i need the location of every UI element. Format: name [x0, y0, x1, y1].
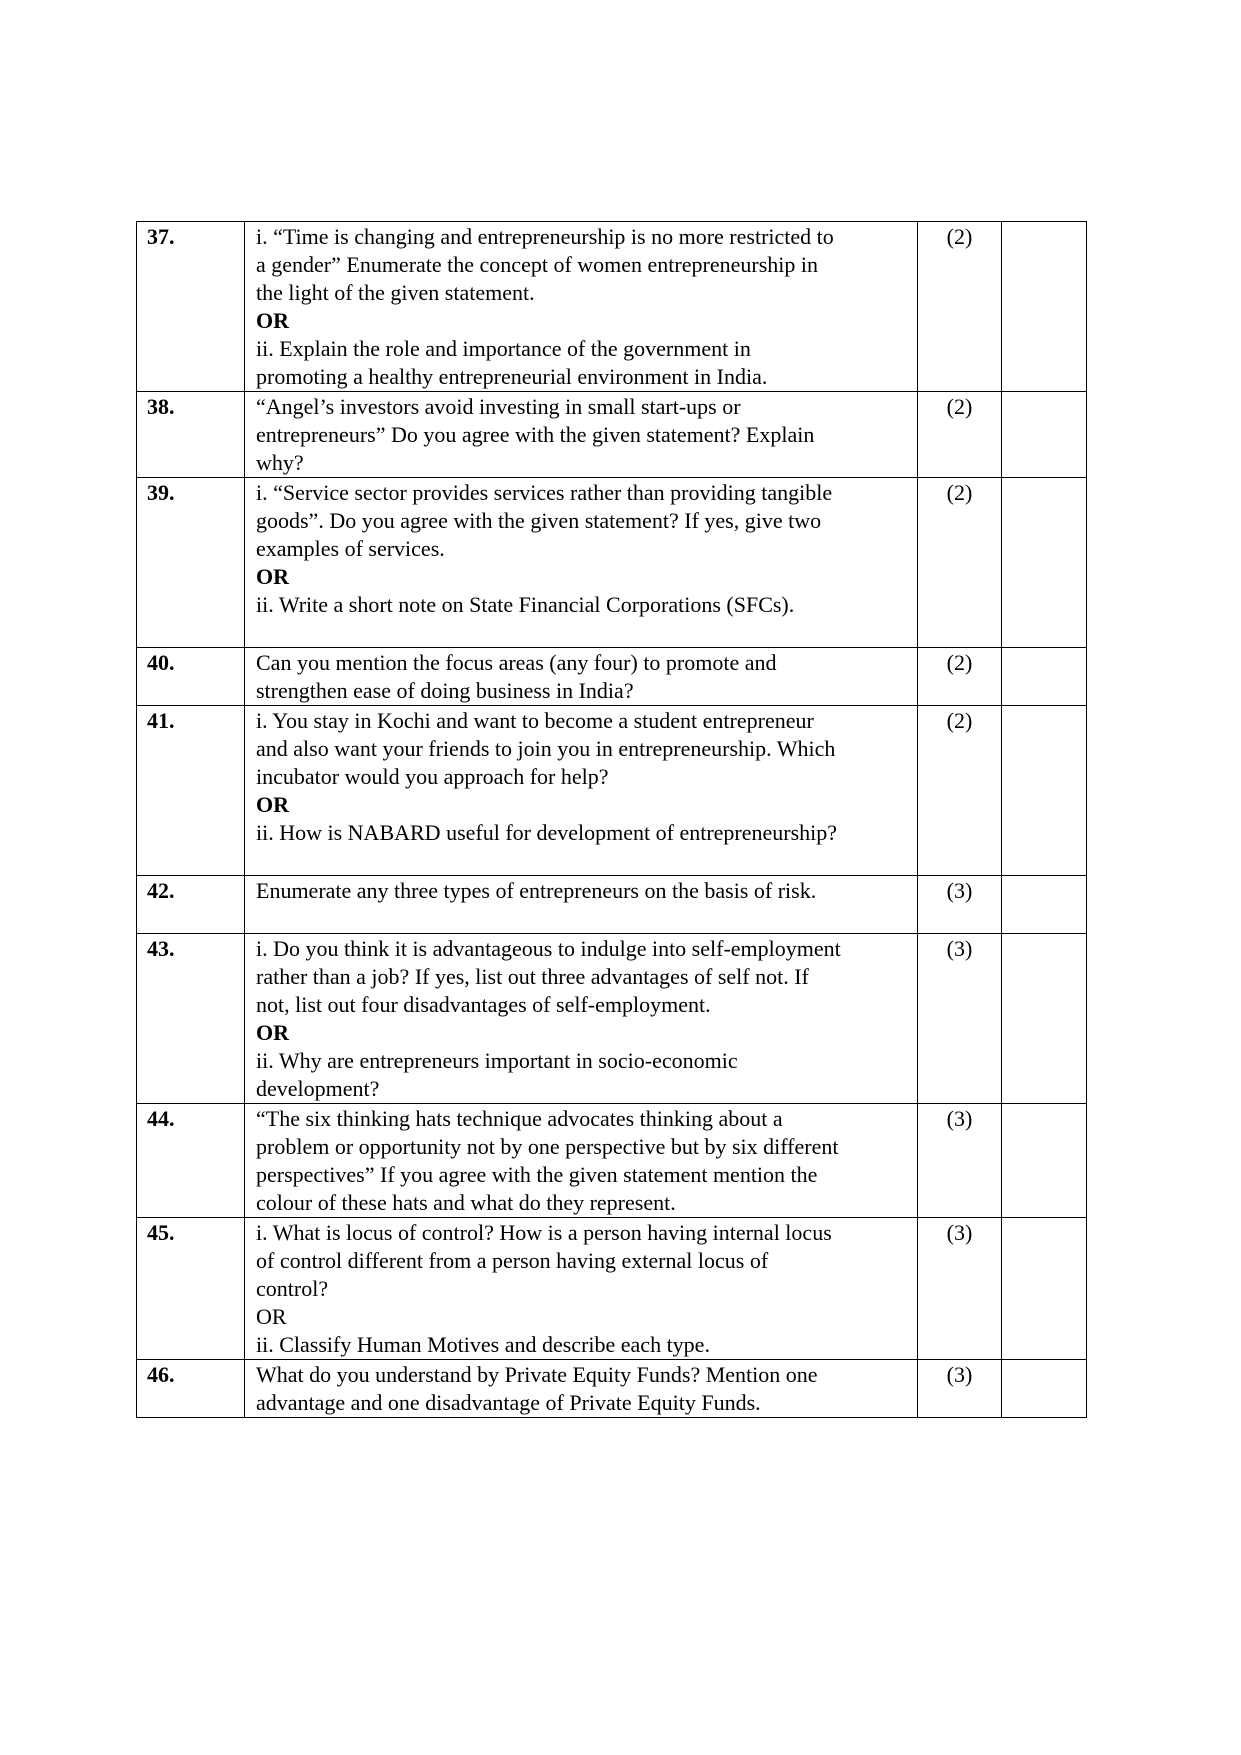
- or-separator: OR: [256, 792, 289, 817]
- marks-cell: (2): [918, 706, 1002, 876]
- question-row: [137, 392, 1087, 478]
- question-line: a gender” Enumerate the concept of women entrepreneurship in: [256, 252, 818, 277]
- marks-cell: (2): [918, 392, 1002, 478]
- empty-cell: [1002, 222, 1087, 392]
- question-number: 46.: [137, 1360, 245, 1418]
- empty-cell: [1002, 478, 1087, 648]
- question-line: Enumerate any three types of entrepreneurs on the basis of risk.: [256, 878, 817, 903]
- question-line: i. What is locus of control? How is a person having internal locus: [256, 1220, 832, 1245]
- question-text: [245, 876, 918, 934]
- or-separator: OR: [256, 308, 289, 333]
- empty-cell: [1002, 1218, 1087, 1360]
- question-row: [137, 1360, 1087, 1418]
- question-line: incubator would you approach for help?: [256, 764, 609, 789]
- question-text: [245, 478, 918, 648]
- question-line: control?: [256, 1276, 329, 1301]
- question-text: [245, 648, 918, 706]
- or-separator: OR: [256, 564, 289, 589]
- empty-cell: [1002, 1360, 1087, 1418]
- empty-cell: [1002, 392, 1087, 478]
- question-text: [245, 1360, 918, 1418]
- question-row: [137, 706, 1087, 876]
- empty-cell: [1002, 934, 1087, 1104]
- question-row: [137, 648, 1087, 706]
- question-line: not, list out four disadvantages of self-employment.: [256, 992, 711, 1017]
- empty-cell: [1002, 648, 1087, 706]
- question-line: the light of the given statement.: [256, 280, 535, 305]
- question-line: i. You stay in Kochi and want to become a student entrepreneur: [256, 708, 814, 733]
- question-line: examples of services.: [256, 536, 445, 561]
- marks-cell: (3): [918, 1218, 1002, 1360]
- question-row: [137, 1218, 1087, 1360]
- marks-cell: (3): [918, 876, 1002, 934]
- question-line: ii. Classify Human Motives and describe each type.: [256, 1332, 710, 1357]
- marks-cell: (3): [918, 1360, 1002, 1418]
- question-line: entrepreneurs” Do you agree with the given statement? Explain: [256, 422, 815, 447]
- question-row: [137, 478, 1087, 648]
- question-text: [245, 934, 918, 1104]
- question-number: 39.: [137, 478, 245, 648]
- question-line: promoting a healthy entrepreneurial environment in India.: [256, 364, 768, 389]
- question-line: Can you mention the focus areas (any four) to promote and: [256, 650, 777, 675]
- question-line: [256, 905, 911, 933]
- question-line: i. “Service sector provides services rather than providing tangible: [256, 480, 833, 505]
- question-line: problem or opportunity not by one perspective but by six different: [256, 1134, 839, 1159]
- marks-cell: (2): [918, 478, 1002, 648]
- question-line: i. Do you think it is advantageous to indulge into self-employment: [256, 936, 841, 961]
- question-line: ii. Why are entrepreneurs important in socio-economic: [256, 1048, 738, 1073]
- question-line: ii. How is NABARD useful for development of entrepreneurship?: [256, 820, 838, 845]
- question-line: why?: [256, 450, 304, 475]
- marks-cell: (2): [918, 222, 1002, 392]
- question-line: “Angel’s investors avoid investing in small start-ups or: [256, 394, 741, 419]
- question-line: perspectives” If you agree with the given statement mention the: [256, 1162, 818, 1187]
- question-text: [245, 392, 918, 478]
- question-row: [137, 876, 1087, 934]
- question-line: advantage and one disadvantage of Private Equity Funds.: [256, 1390, 761, 1415]
- question-table: [136, 221, 1087, 1418]
- question-line: rather than a job? If yes, list out three advantages of self not. If: [256, 964, 809, 989]
- question-text: [245, 706, 918, 876]
- question-number: 43.: [137, 934, 245, 1104]
- question-line: goods”. Do you agree with the given statement? If yes, give two: [256, 508, 822, 533]
- question-line: What do you understand by Private Equity Funds? Mention one: [256, 1362, 818, 1387]
- empty-cell: [1002, 706, 1087, 876]
- marks-cell: (3): [918, 934, 1002, 1104]
- question-text: [245, 1104, 918, 1218]
- question-number: 40.: [137, 648, 245, 706]
- question-line: ii. Explain the role and importance of the government in: [256, 336, 751, 361]
- empty-cell: [1002, 876, 1087, 934]
- question-line: colour of these hats and what do they represent.: [256, 1190, 676, 1215]
- question-row: [137, 1104, 1087, 1218]
- question-table-body: [137, 222, 1087, 1418]
- question-row: [137, 934, 1087, 1104]
- question-line: strengthen ease of doing business in India?: [256, 678, 634, 703]
- question-line: development?: [256, 1076, 380, 1101]
- question-line: “The six thinking hats technique advocates thinking about a: [256, 1106, 783, 1131]
- question-line: of control different from a person having external locus of: [256, 1248, 769, 1273]
- question-line: i. “Time is changing and entrepreneurship is no more restricted to: [256, 224, 834, 249]
- question-number: 45.: [137, 1218, 245, 1360]
- question-number: 38.: [137, 392, 245, 478]
- question-line: ii. Write a short note on State Financial Corporations (SFCs).: [256, 592, 795, 617]
- empty-cell: [1002, 1104, 1087, 1218]
- question-number: 41.: [137, 706, 245, 876]
- question-number: 37.: [137, 222, 245, 392]
- marks-cell: (3): [918, 1104, 1002, 1218]
- question-text: [245, 222, 918, 392]
- or-separator: OR: [256, 1304, 287, 1329]
- or-separator: OR: [256, 1020, 289, 1045]
- question-text: [245, 1218, 918, 1360]
- question-line: [256, 619, 911, 647]
- question-line: and also want your friends to join you in entrepreneurship. Which: [256, 736, 836, 761]
- question-number: 44.: [137, 1104, 245, 1218]
- question-number: 42.: [137, 876, 245, 934]
- question-line: [256, 847, 911, 875]
- question-row: [137, 222, 1087, 392]
- marks-cell: (2): [918, 648, 1002, 706]
